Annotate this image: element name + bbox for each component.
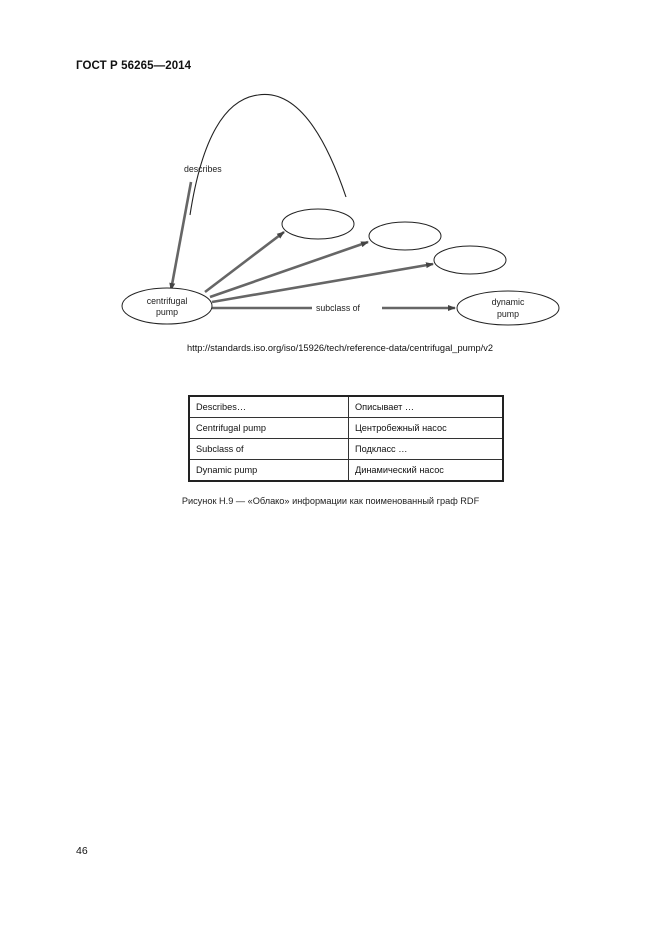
figure-caption: Рисунок Н.9 — «Облако» информации как поименованный граф RDF (181, 496, 480, 506)
document-header: ГОСТ Р 56265—2014 (76, 60, 192, 72)
centrifugal-pump-label-line2: pump (155, 307, 179, 317)
terms-table (188, 395, 504, 482)
table-cell-en: Subclass of (189, 439, 349, 460)
blank-node-2 (369, 222, 441, 250)
edge-to-blank-1 (205, 232, 284, 292)
describes-arrow (171, 182, 191, 290)
table-cell-ru: Описывает … (349, 396, 504, 418)
table-row (189, 460, 503, 482)
table-cell-en: Dynamic pump (189, 460, 349, 482)
describes-label: describes (184, 164, 222, 174)
table-cell-ru: Центробежный насос (349, 418, 504, 439)
subclass-label: subclass of (316, 303, 361, 313)
table-cell-ru: Подкласс … (349, 439, 504, 460)
dynamic-pump-label-line1: dynamic (491, 297, 525, 307)
edge-to-blank-3 (212, 264, 433, 302)
centrifugal-pump-node (122, 288, 212, 324)
table-cell-en: Describes… (189, 396, 349, 418)
dynamic-pump-label-line2: pump (496, 309, 520, 319)
table-row (189, 418, 503, 439)
page-number: 46 (76, 845, 88, 857)
table-row (189, 396, 503, 418)
graph-uri: http://standards.iso.org/iso/15926/tech/reference-data/centrifugal_pump/v2 (187, 343, 493, 354)
table-cell-en: Centrifugal pump (189, 418, 349, 439)
describes-arc (190, 94, 346, 215)
rdf-graph-figure (0, 0, 661, 380)
blank-node-3 (434, 246, 506, 274)
table-row (189, 439, 503, 460)
table-cell-ru: Динамический насос (349, 460, 504, 482)
blank-node-1 (282, 209, 354, 239)
centrifugal-pump-label-line1: centrifugal (146, 296, 188, 306)
